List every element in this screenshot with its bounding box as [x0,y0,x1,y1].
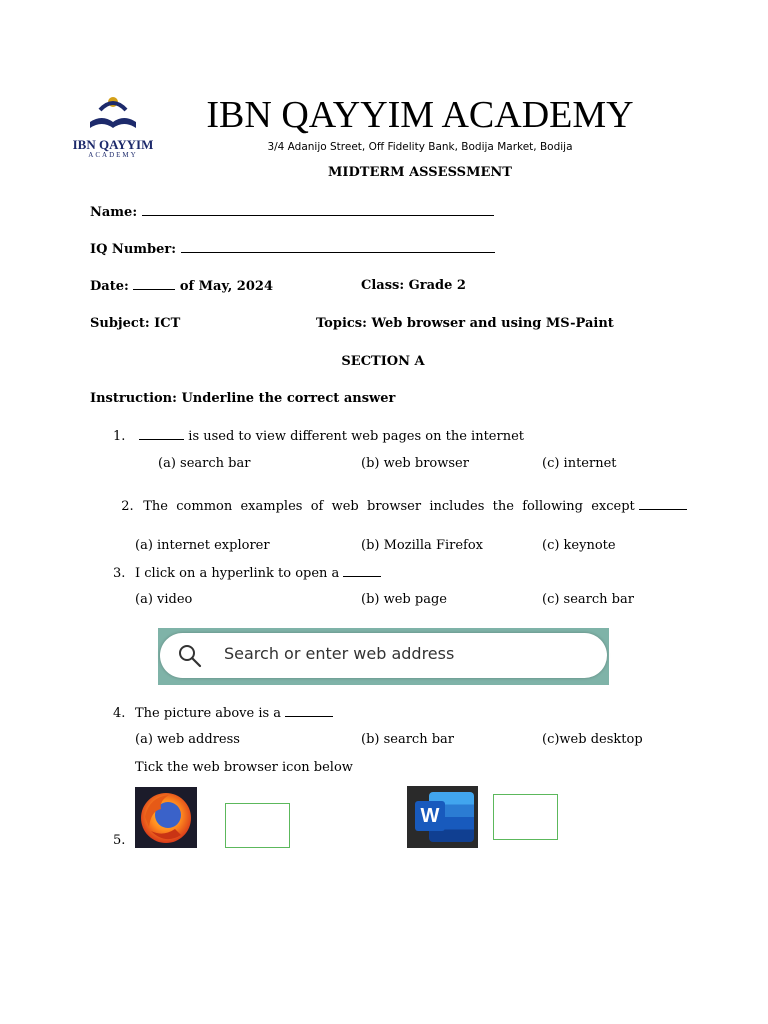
question-1 [113,428,524,444]
q1-option-a[interactable]: (a) search bar [158,456,251,471]
topics-label: Topics: Web browser and using MS-Paint [316,316,614,331]
search-placeholder: Search or enter web address [224,644,455,663]
q3-option-c[interactable]: (c) search bar [542,592,634,607]
logo-text: IBN QAYYIM [72,137,154,152]
search-icon [177,643,203,669]
date-field [90,278,273,294]
question-number: 1. [113,429,126,444]
word-letter-tile: W [415,801,445,831]
q2-option-b[interactable]: (b) Mozilla Firefox [361,538,483,553]
answer-blank [285,705,333,717]
answer-blank [139,428,184,440]
search-bar-pill [160,633,607,678]
section-title: SECTION A [341,354,425,369]
q1-option-c[interactable]: (c) internet [542,456,617,471]
question-3 [113,565,381,581]
school-address: 3/4 Adanijo Street, Off Fidelity Bank, Bodija Market, Bodija [267,141,573,153]
school-name: IBN QAYYIM ACADEMY [206,94,634,136]
name-blank [142,204,494,216]
iq-number-field [90,241,495,257]
q4-option-a[interactable]: (a) web address [135,732,240,747]
question-text: The picture above is a [135,706,282,721]
q1-option-b[interactable]: (b) web browser [361,456,469,471]
question-5-text: Tick the web browser icon below [135,760,353,775]
question-text: is used to view different web pages on the internet [188,429,524,444]
assessment-title: MIDTERM ASSESSMENT [328,165,512,180]
firefox-logo-icon [135,787,197,848]
q2-option-a[interactable]: (a) internet explorer [135,538,270,553]
date-suffix: of May, 2024 [179,279,273,294]
firefox-icon[interactable] [135,787,197,848]
question-text: The common examples of web browser includes the following except [143,499,635,514]
word-tick-box[interactable] [493,794,558,840]
date-label: Date: [90,279,129,294]
question-2 [113,483,687,514]
instruction: Instruction: Underline the correct answer [90,391,396,406]
q2-option-c[interactable]: (c) keynote [542,538,616,553]
question-text: I click on a hyperlink to open a [135,566,340,581]
answer-blank [343,565,381,577]
iq-number-blank [181,241,495,253]
q3-option-b[interactable]: (b) web page [361,592,447,607]
question-number: 2. [121,499,134,514]
school-logo [72,92,154,160]
question-4 [113,705,333,721]
firefox-tick-box[interactable] [225,803,290,848]
question-number: 3. [113,566,126,581]
word-icon[interactable] [407,786,478,848]
name-field [90,204,494,220]
answer-blank [639,498,687,510]
class-label: Class: Grade 2 [361,278,466,293]
q4-option-c[interactable]: (c)web desktop [542,732,643,747]
search-bar-image [158,628,609,685]
date-blank [133,278,175,290]
question-5-number: 5. [113,833,126,848]
q3-option-a[interactable]: (a) video [135,592,193,607]
question-number: 4. [113,706,126,721]
logo-subtext: ACADEMY [88,151,138,159]
name-label: Name: [90,205,138,220]
subject-label: Subject: ICT [90,316,181,331]
q4-option-b[interactable]: (b) search bar [361,732,454,747]
iq-number-label: IQ Number: [90,242,177,257]
logo-emblem-icon [72,92,154,136]
